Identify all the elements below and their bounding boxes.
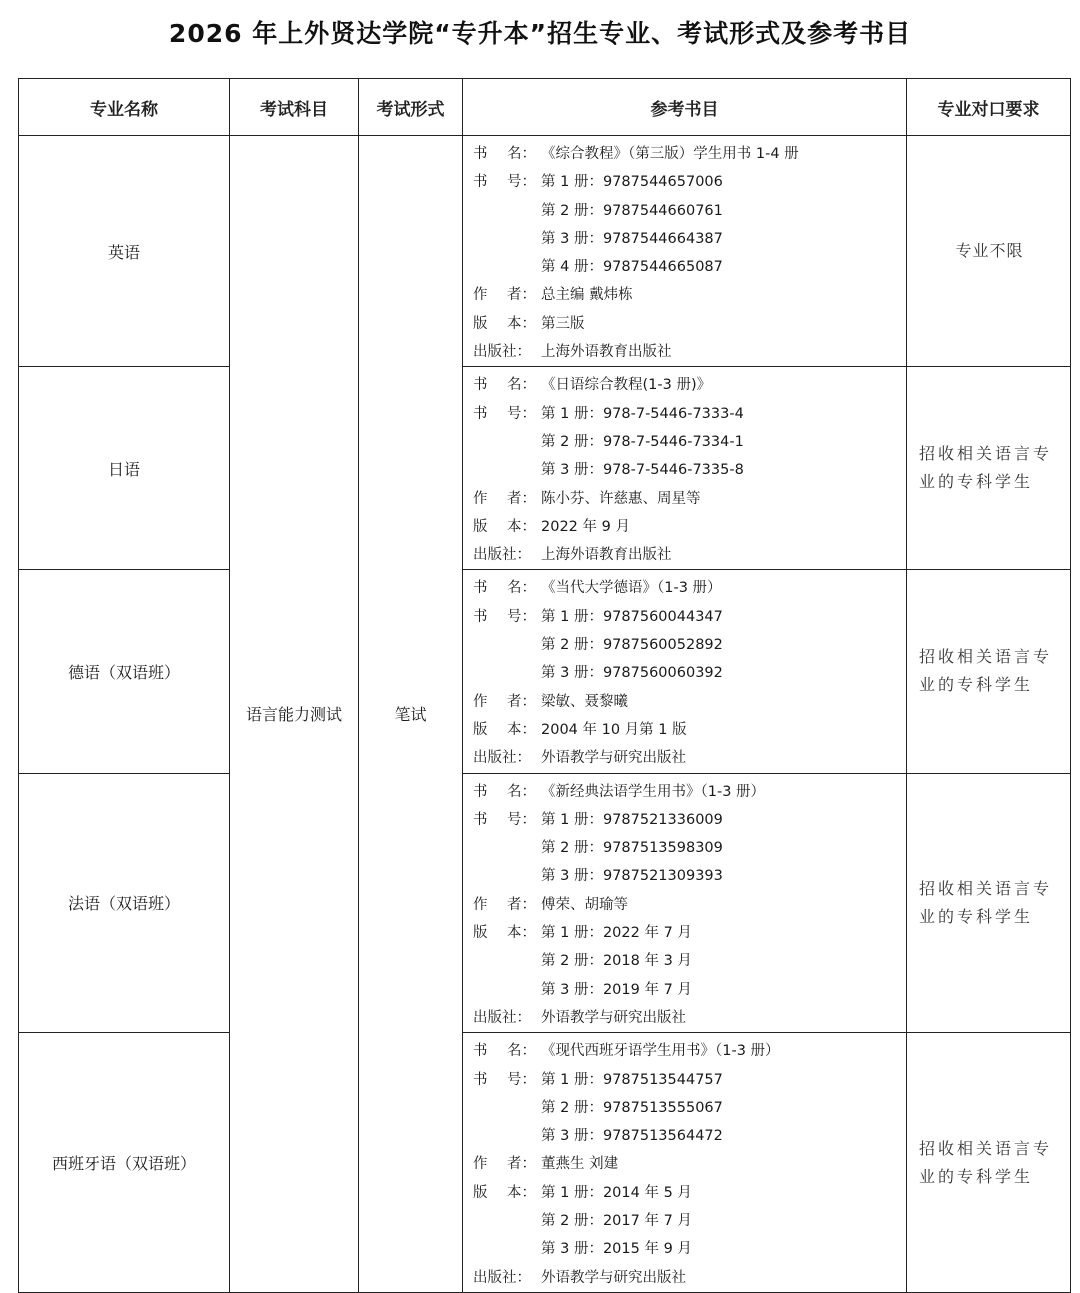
- book-info: 书 名： 《日语综合教程(1-3 册)》 书 号： 第 1 册：978-7-5446-7333-4 第 2 册：978-7-5446-7334-1 第 3 册：978-7-5446-7335-8 作 者： 陈小芬、许慈惠、周星等 版 本： 2022 年 9 月 出版社： 上海外语教育出版社: [463, 367, 907, 570]
- book-isbn: 第 2 册：978-7-5446-7334-1: [541, 433, 744, 450]
- book-author: 董燕生 刘建: [541, 1156, 619, 1173]
- header-reference-books: 参考书目: [463, 79, 907, 136]
- header-requirement: 专业对口要求: [907, 79, 1071, 136]
- table-row: [19, 136, 1071, 367]
- book-isbn: 第 1 册：9787513544757: [541, 1071, 723, 1088]
- book-isbn: 第 1 册：9787560044347: [541, 608, 723, 625]
- major-name: 西班牙语（双语班）: [19, 1033, 230, 1293]
- major-requirement: 招收相关语言专业的专科学生: [907, 773, 1071, 1033]
- exam-subject: 语言能力测试: [230, 136, 359, 1293]
- table-row: [19, 1033, 1071, 1293]
- book-isbn: 第 2 册：9787513555067: [541, 1099, 723, 1116]
- major-requirement: 专业不限: [907, 136, 1071, 367]
- book-publisher: 外语教学与研究出版社: [541, 1009, 686, 1026]
- book-title: 《当代大学德语》（1-3 册）: [541, 580, 722, 597]
- major-requirement: 招收相关语言专业的专科学生: [907, 570, 1071, 773]
- book-info: 书 名： 《现代西班牙语学生用书》（1-3 册） 书 号： 第 1 册：9787513544757 第 2 册：9787513555067 第 3 册：9787513564472 作 者： 董燕生 刘建 版 本： 第 1 册：2014 年 5 月 第 2 册：2017 年 7 月 第 3 册：2015 年 9 月 出版社： 外语教学与研究出版社: [463, 1033, 907, 1293]
- book-info: 书 名： 《新经典法语学生用书》（1-3 册） 书 号： 第 1 册：9787521336009 第 2 册：9787513598309 第 3 册：9787521309393 作 者： 傅荣、胡瑜等 版 本： 第 1 册：2022 年 7 月 第 2 册：2018 年 3 月 第 3 册：2019 年 7 月 出版社： 外语教学与研究出版社: [463, 773, 907, 1033]
- book-isbn: 第 2 册：9787560052892: [541, 637, 723, 654]
- book-author: 梁敏、聂黎曦: [541, 693, 628, 710]
- book-author: 总主编 戴炜栋: [541, 287, 633, 304]
- book-isbn: 第 1 册：978-7-5446-7333-4: [541, 405, 744, 422]
- book-isbn: 第 3 册：9787544664387: [541, 230, 723, 247]
- table-row: [19, 773, 1071, 1033]
- book-isbn: 第 3 册：9787513564472: [541, 1128, 723, 1145]
- major-name: 日语: [19, 367, 230, 570]
- book-edition: 2022 年 9 月: [541, 518, 630, 535]
- book-publisher: 上海外语教育出版社: [541, 344, 672, 361]
- book-title: 《综合教程》（第三版）学生用书 1-4 册: [541, 146, 799, 162]
- book-title: 《新经典法语学生用书》（1-3 册）: [541, 783, 766, 800]
- book-title: 《现代西班牙语学生用书》（1-3 册）: [541, 1043, 780, 1060]
- book-isbn: 第 3 册：978-7-5446-7335-8: [541, 462, 744, 479]
- book-author: 陈小芬、许慈惠、周星等: [541, 490, 701, 507]
- book-info: 书 名： 《当代大学德语》（1-3 册） 书 号： 第 1 册：9787560044347 第 2 册：9787560052892 第 3 册：9787560060392 作 者： 梁敏、聂黎曦 版 本： 2004 年 10 月第 1 版 出版社： 外语教学与研究出版社: [463, 570, 907, 773]
- book-isbn: 第 4 册：9787544665087: [541, 259, 723, 276]
- header-exam-form: 考试形式: [359, 79, 463, 136]
- major-requirement: 招收相关语言专业的专科学生: [907, 1033, 1071, 1293]
- major-name: 英语: [19, 136, 230, 367]
- book-edition: 第 1 册：2022 年 7 月: [541, 925, 692, 942]
- book-isbn: 第 2 册：9787513598309: [541, 840, 723, 857]
- book-edition: 第 3 册：2019 年 7 月: [541, 981, 692, 998]
- header-exam-subject: 考试科目: [230, 79, 359, 136]
- book-edition: 第三版: [541, 315, 585, 332]
- book-publisher: 外语教学与研究出版社: [541, 1269, 686, 1286]
- book-isbn: 第 3 册：9787521309393: [541, 868, 723, 885]
- book-publisher: 外语教学与研究出版社: [541, 750, 686, 767]
- exam-form: 笔试: [359, 136, 463, 1293]
- book-edition: 第 2 册：2017 年 7 月: [541, 1212, 692, 1229]
- major-name: 德语（双语班）: [19, 570, 230, 773]
- book-edition: 第 1 册：2014 年 5 月: [541, 1184, 692, 1201]
- book-isbn: 第 3 册：9787560060392: [541, 665, 723, 682]
- book-isbn: 第 1 册：9787544657006: [541, 174, 723, 191]
- book-author: 傅荣、胡瑜等: [541, 896, 628, 913]
- book-isbn: 第 2 册：9787544660761: [541, 202, 723, 219]
- book-info: 书 名： 《综合教程》（第三版）学生用书 1-4 册 书 号： 第 1 册：9787544657006 第 2 册：9787544660761 第 3 册：9787544664387 第 4 册：9787544665087 作 者： 总主编 戴炜栋 版 本： 第三版 出版社： 上海外语教育出版社: [463, 136, 907, 367]
- table-row: [19, 367, 1071, 570]
- header-major: 专业名称: [19, 79, 230, 136]
- major-requirement: 招收相关语言专业的专科学生: [907, 367, 1071, 570]
- book-edition: 第 2 册：2018 年 3 月: [541, 953, 692, 970]
- major-name: 法语（双语班）: [19, 773, 230, 1033]
- book-edition: 2004 年 10 月第 1 版: [541, 721, 687, 738]
- book-publisher: 上海外语教育出版社: [541, 547, 672, 564]
- table-row: [19, 570, 1071, 773]
- header-row: [19, 79, 1071, 136]
- book-title: 《日语综合教程(1-3 册)》: [541, 377, 712, 394]
- admission-table: [18, 78, 1071, 1293]
- book-isbn: 第 1 册：9787521336009: [541, 811, 723, 828]
- page-title: 2026 年上外贤达学院“专升本”招生专业、考试形式及参考书目: [168, 19, 912, 48]
- book-edition: 第 3 册：2015 年 9 月: [541, 1241, 692, 1258]
